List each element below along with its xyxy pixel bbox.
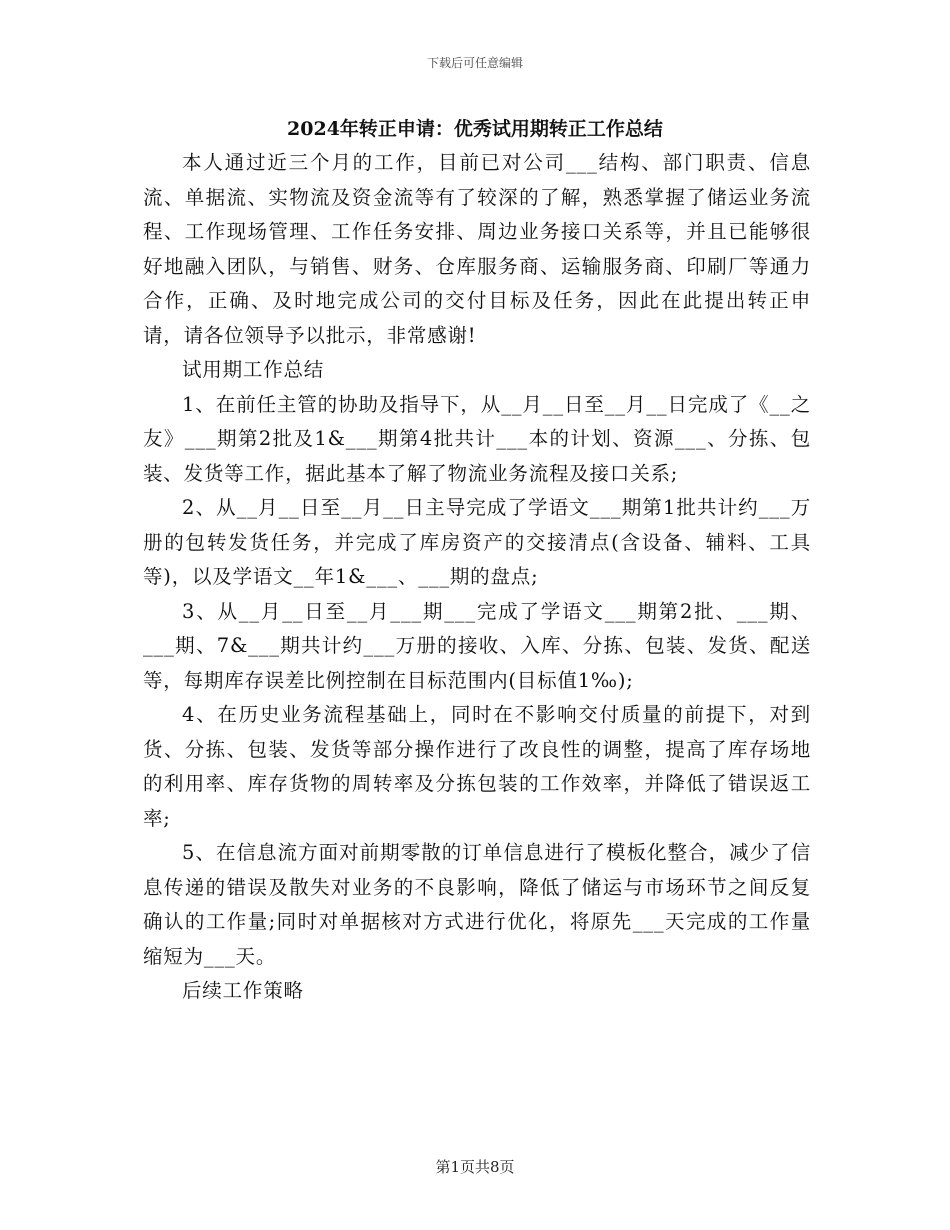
- summary-item-1: 1、在前任主管的协助及指导下，从__月__日至__月__日完成了《__之友》___期第2批及1&___期第4批共计___本的计划、资源___、分拣、包装、发货等工作，据此基本了解了物流业务流程及接口关系;: [143, 392, 811, 485]
- summary-item-3: 3、从__月__日至__月___期___完成了学语文___期第2批、___期、___期、7&___期共计约___万册的接收、入库、分拣、包装、发货、配送等，每期库存误差比例控制在目标范围内(目标值1‰);: [143, 599, 811, 692]
- page-number: 第1页共8页: [435, 1158, 515, 1176]
- summary-item-5: 5、在信息流方面对前期零散的订单信息进行了模板化整合，减少了信息传递的错误及散失对业务的不良影响，降低了储运与市场环节之间反复确认的工作量;同时对单据核对方式进行优化，将原先___天完成的工作量缩短为___天。: [143, 841, 811, 968]
- header-note: 下载后可任意编辑: [426, 56, 523, 70]
- section-heading-follow-up-strategy: 后续工作策略: [182, 979, 304, 1002]
- section-heading-probation-summary: 试用期工作总结: [182, 358, 325, 381]
- summary-item-2: 2、从__月__日至__月__日主导完成了学语文___期第1批共计约___万册的包转发货任务，并完成了库房资产的交接清点(含设备、辅料、工具等)，以及学语文__年1&___、___期的盘点;: [143, 496, 811, 588]
- document-body: [143, 146, 811, 1009]
- intro-paragraph: 本人通过近三个月的工作，目前已对公司___结构、部门职责、信息流、单据流、实物流及资金流等有了较深的了解，熟悉掌握了储运业务流程、工作现场管理、工作任务安排、周边业务接口关系等，并且已能够很好地融入团队，与销售、财务、仓库服务商、运输服务商、印刷厂等通力合作，正确、及时地完成公司的交付目标及任务，因此在此提出转正申请，请各位领导予以批示，非常感谢!: [143, 151, 811, 347]
- document-title: 2024年转正申请：优秀试用期转正工作总结: [287, 118, 663, 140]
- summary-item-4: 4、在历史业务流程基础上，同时在不影响交付质量的前提下，对到货、分拣、包装、发货等部分操作进行了改良性的调整，提高了库存场地的利用率、库存货物的周转率及分拣包装的工作效率，并降低了错误返工率;: [143, 703, 811, 830]
